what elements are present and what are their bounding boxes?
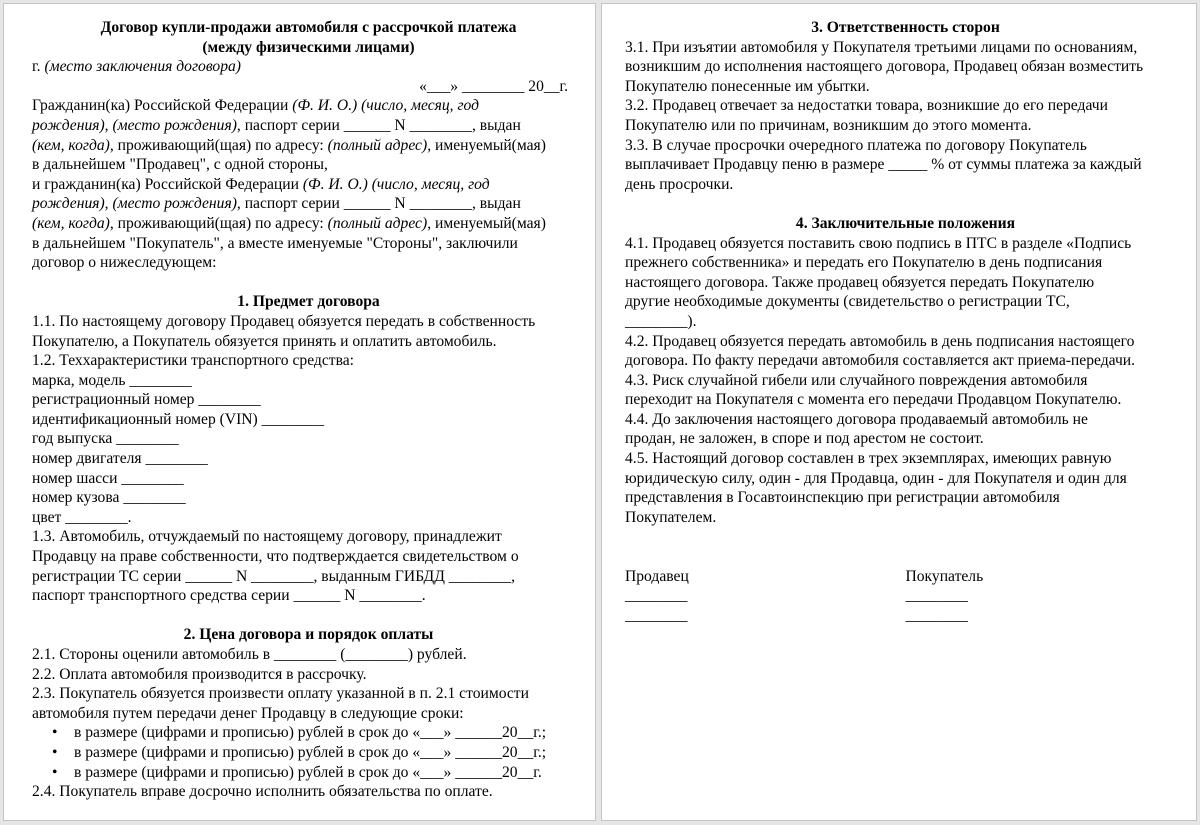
section-4-line: 4.3. Риск случайной гибели или случайного повреждения автомобиля bbox=[625, 371, 1088, 389]
section-1-line: 1.2. Теххарактеристики транспортного средства: bbox=[32, 352, 355, 370]
section-4-line: 4.4. До заключения настоящего договора продаваемый автомобиль не bbox=[625, 410, 1088, 428]
section-1-heading: 1. Предмет договора bbox=[237, 293, 380, 311]
section-4-heading: 4. Заключительные положения bbox=[795, 214, 1016, 232]
section-1-line: Покупателю, а Покупатель обязуется принять и оплатить автомобиль. bbox=[32, 332, 497, 350]
section-3-line: день просрочки. bbox=[625, 175, 734, 193]
section-4-line: переходит на Покупателя с момента его передачи Продавцом Покупателю. bbox=[625, 391, 1122, 409]
section-1-line: цвет ________. bbox=[32, 508, 132, 526]
section-2-line: 2.3. Покупатель обязуется произвести оплату указанной в п. 2.1 стоимости bbox=[32, 685, 529, 703]
section-1-line: номер шасси ________ bbox=[32, 469, 184, 487]
section-4-line: Покупателем. bbox=[625, 508, 717, 526]
seller-signature-line: ________ bbox=[625, 587, 688, 605]
payment-schedule-text: в размере (цифрами и прописью) рублей в срок до «___» ______20__г.; bbox=[74, 743, 547, 761]
section-4-line: представления в Госавтоинспекцию при регистрации автомобиля bbox=[625, 489, 1060, 507]
document-title-line-2: (между физическими лицами) bbox=[202, 38, 415, 56]
section-3-body bbox=[625, 38, 1186, 195]
section-3-line: возникшим до исполнения настоящего договора, Продавец обязан возместить bbox=[625, 58, 1144, 76]
buyer-signature bbox=[906, 567, 1187, 626]
section-1-body bbox=[32, 312, 585, 606]
section-1-line: номер двигателя ________ bbox=[32, 450, 208, 468]
parties-line: в дальнейшем "Продавец", с одной стороны, bbox=[32, 156, 328, 174]
section-4-line: юридическую силу, один - для Продавца, один - для Покупателя и один для bbox=[625, 469, 1127, 487]
place-prefix: г. bbox=[32, 58, 45, 76]
section-1-line: регистрации ТС серии ______ N ________, выданным ГИБДД ________, bbox=[32, 567, 516, 585]
parties-line: рождения), (место рождения), паспорт серии ______ N ________, выдан bbox=[32, 116, 521, 134]
section-1-line: идентификационный номер (VIN) ________ bbox=[32, 410, 325, 428]
section-1-line: 1.1. По настоящему договору Продавец обязуется передать в собственность bbox=[32, 312, 536, 330]
seller-name-line: ________ bbox=[625, 606, 688, 624]
bullet-icon: • bbox=[52, 743, 58, 761]
payment-schedule-item bbox=[32, 723, 585, 743]
buyer-name-line: ________ bbox=[905, 606, 968, 624]
parties-line: в дальнейшем "Покупатель", а вместе именуемые "Стороны", заключили bbox=[32, 234, 518, 252]
section-1-line: регистрационный номер ________ bbox=[32, 391, 261, 409]
section-1-line: Продавцу на праве собственности, что подтверждается свидетельством о bbox=[32, 548, 519, 566]
buyer-signature-line: ________ bbox=[905, 587, 968, 605]
section-3-line: 3.1. При изъятии автомобиля у Покупателя третьими лицами по основаниям, bbox=[625, 38, 1138, 56]
section-4-line: настоящего договора. Также продавец обязуется передать Покупателю bbox=[625, 273, 1095, 291]
place-placeholder: (место заключения договора) bbox=[44, 58, 242, 76]
parties-line: (кем, когда), проживающий(щая) по адресу: (полный адрес), именуемый(мая) bbox=[32, 214, 546, 232]
section-3-line: Покупателю понесенные им убытки. bbox=[625, 77, 870, 95]
payment-schedule-item bbox=[32, 763, 585, 783]
section-1-line: марка, модель ________ bbox=[32, 371, 192, 389]
contract-place bbox=[32, 57, 585, 77]
document-title-line-1: Договор купли-продажи автомобиля с рассрочкой платежа bbox=[100, 19, 517, 36]
parties-line: и гражданин(ка) Российской Федерации (Ф. И. О.) (число, месяц, год bbox=[32, 175, 490, 193]
section-1-line: 1.3. Автомобиль, отчуждаемый по настоящему договору, принадлежит bbox=[32, 528, 502, 546]
parties-line: договор о нижеследующем: bbox=[32, 254, 217, 272]
bullet-icon: • bbox=[52, 763, 58, 781]
section-4-line: прежнего собственника» и передать его Покупателю в день подписания bbox=[625, 254, 1103, 272]
contract-date: «___» ________ 20__г. bbox=[419, 77, 568, 95]
payment-schedule-list bbox=[32, 723, 585, 782]
section-3-line: выплачивает Продавцу пеню в размере _____ % от суммы платежа за каждый bbox=[625, 156, 1142, 174]
section-2-line: автомобиля путем передачи денег Продавцу в следующие сроки: bbox=[32, 704, 464, 722]
section-4-line: продан, не заложен, в споре и под арестом не состоит. bbox=[625, 430, 984, 448]
parties-line: Гражданин(ка) Российской Федерации (Ф. И. О.) (число, месяц, год bbox=[32, 97, 480, 115]
seller-label: Продавец bbox=[625, 567, 689, 585]
section-4-body bbox=[625, 234, 1186, 528]
seller-signature bbox=[625, 567, 906, 626]
buyer-label: Покупатель bbox=[905, 567, 984, 585]
clause-2-4: 2.4. Покупатель вправе досрочно исполнить обязательства по оплате. bbox=[32, 783, 493, 801]
section-1-line: паспорт транспортного средства серии ______ N ________. bbox=[32, 587, 426, 605]
contract-page-left bbox=[3, 3, 596, 821]
section-1-line: год выпуска ________ bbox=[32, 430, 179, 448]
section-4-line: другие необходимые документы (свидетельство о регистрации ТС, bbox=[625, 293, 1070, 311]
section-2-body bbox=[32, 645, 585, 723]
signature-block bbox=[625, 567, 1186, 626]
payment-schedule-text: в размере (цифрами и прописью) рублей в срок до «___» ______20__г.; bbox=[74, 724, 547, 742]
parties-line: рождения), (место рождения), паспорт серии ______ N ________, выдан bbox=[32, 195, 521, 213]
section-4-line: договора. По факту передачи автомобиля составляется акт приема-передачи. bbox=[625, 352, 1136, 370]
section-2-line: 2.1. Стороны оценили автомобиль в ________ (________) рублей. bbox=[32, 646, 467, 663]
section-4-line: 4.5. Настоящий договор составлен в трех экземплярах, имеющих равную bbox=[625, 450, 1112, 468]
section-1-line: номер кузова ________ bbox=[32, 489, 186, 507]
parties-line: (кем, когда), проживающий(щая) по адресу: (полный адрес), именуемый(мая) bbox=[32, 136, 546, 154]
contract-page-right bbox=[601, 3, 1197, 821]
section-4-line: 4.1. Продавец обязуется поставить свою подпись в ПТС в разделе «Подпись bbox=[625, 234, 1132, 252]
section-2-line: 2.2. Оплата автомобиля производится в рассрочку. bbox=[32, 665, 367, 683]
bullet-icon: • bbox=[52, 724, 58, 742]
section-3-heading: 3. Ответственность сторон bbox=[811, 19, 1000, 36]
section-4-line: 4.2. Продавец обязуется передать автомобиль в день подписания настоящего bbox=[625, 332, 1135, 350]
section-3-line: 3.3. В случае просрочки очередного платежа по договору Покупатель bbox=[625, 136, 1087, 154]
payment-schedule-text: в размере (цифрами и прописью) рублей в срок до «___» ______20__г. bbox=[74, 763, 542, 781]
section-3-line: 3.2. Продавец отвечает за недостатки товара, возникшие до его передачи bbox=[625, 97, 1108, 115]
section-4-line: ________). bbox=[625, 312, 697, 330]
section-3-line: Покупателю или по причинам, возникшим до этого момента. bbox=[625, 116, 1032, 134]
payment-schedule-item bbox=[32, 743, 585, 763]
section-2-heading: 2. Цена договора и порядок оплаты bbox=[183, 626, 434, 644]
